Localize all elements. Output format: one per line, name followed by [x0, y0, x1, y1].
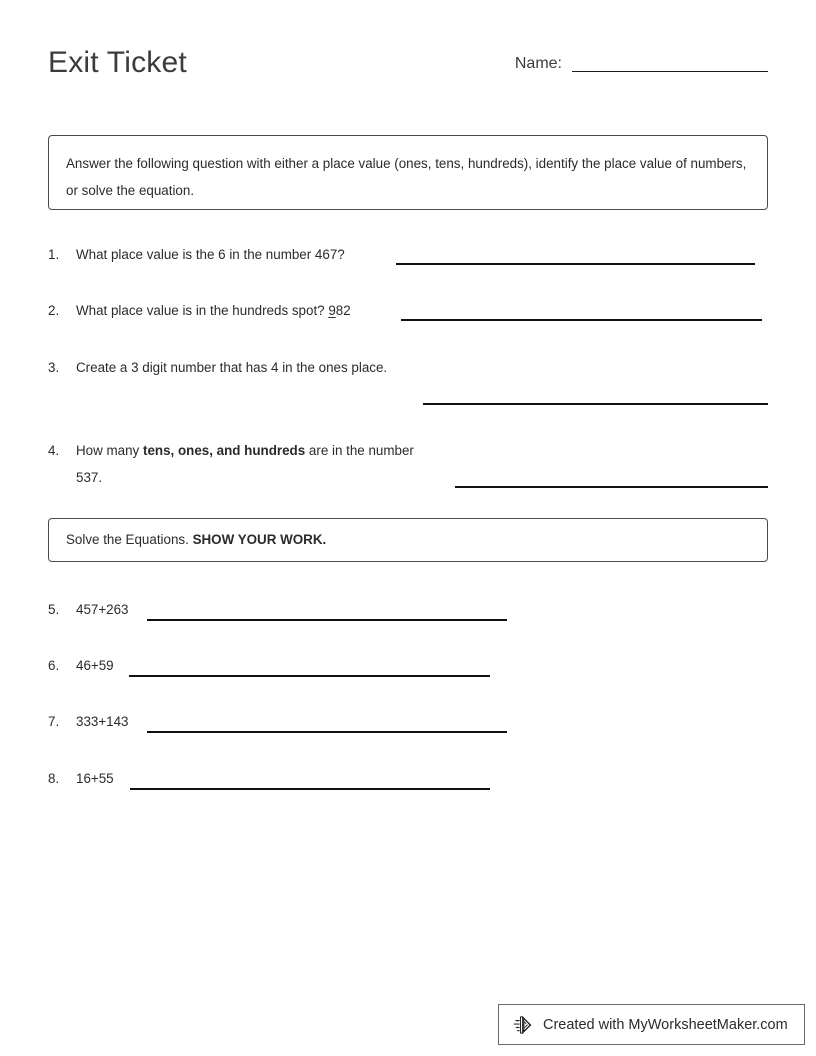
myworksheetmaker-logo-icon — [513, 1014, 535, 1036]
equation-number: 8. — [48, 771, 60, 786]
instructions-box — [48, 135, 768, 210]
watermark-badge[interactable] — [498, 1004, 805, 1045]
underlined-digit: 9 — [328, 303, 336, 318]
question-number: 2. — [48, 303, 60, 318]
equation-number: 6. — [48, 658, 60, 673]
answer-line-4[interactable] — [455, 486, 768, 488]
equation-number: 7. — [48, 714, 60, 729]
question-text: Create a 3 digit number that has 4 in the ones place. — [76, 360, 388, 375]
worksheet-header — [48, 44, 768, 96]
emphasis-text: tens, ones, and hundreds — [142, 443, 306, 458]
equation-expression: 16+55 — [76, 771, 114, 786]
solve-equations-box — [48, 518, 768, 562]
page-title: Exit Ticket — [48, 46, 187, 79]
solve-instruction-text: Solve the Equations. SHOW YOUR WORK. — [66, 532, 327, 547]
name-field-group — [515, 54, 768, 75]
instructions-text: Answer the following question with either a place value (ones, tens, hundreds), identify the place value of numbers, or solve the equation. — [66, 156, 747, 198]
name-label: Name: — [514, 55, 562, 72]
equation-answer-line-5[interactable] — [147, 619, 507, 621]
question-text: How many tens, ones, and hundreds are in the number 537. — [76, 443, 414, 485]
question-text: What place value is the 6 in the number 467? — [76, 247, 345, 262]
answer-line-3[interactable] — [423, 403, 768, 405]
question-text: What place value is in the hundreds spot? 982 — [76, 303, 351, 318]
question-number: 1. — [48, 247, 60, 262]
equation-number: 5. — [48, 602, 60, 617]
answer-line-1[interactable] — [396, 263, 755, 265]
question-number: 3. — [48, 360, 60, 375]
show-your-work-emphasis: SHOW YOUR WORK. — [192, 532, 327, 547]
equation-expression: 46+59 — [76, 658, 114, 673]
equation-answer-line-8[interactable] — [130, 788, 490, 790]
name-input-line[interactable] — [572, 71, 768, 72]
answer-line-2[interactable] — [401, 319, 762, 321]
equation-expression: 457+263 — [76, 602, 129, 617]
watermark-text: Created with MyWorksheetMaker.com — [543, 1016, 788, 1033]
equation-answer-line-7[interactable] — [147, 731, 507, 733]
equation-answer-line-6[interactable] — [129, 675, 490, 677]
question-number: 4. — [48, 443, 60, 458]
equation-expression: 333+143 — [76, 714, 129, 729]
